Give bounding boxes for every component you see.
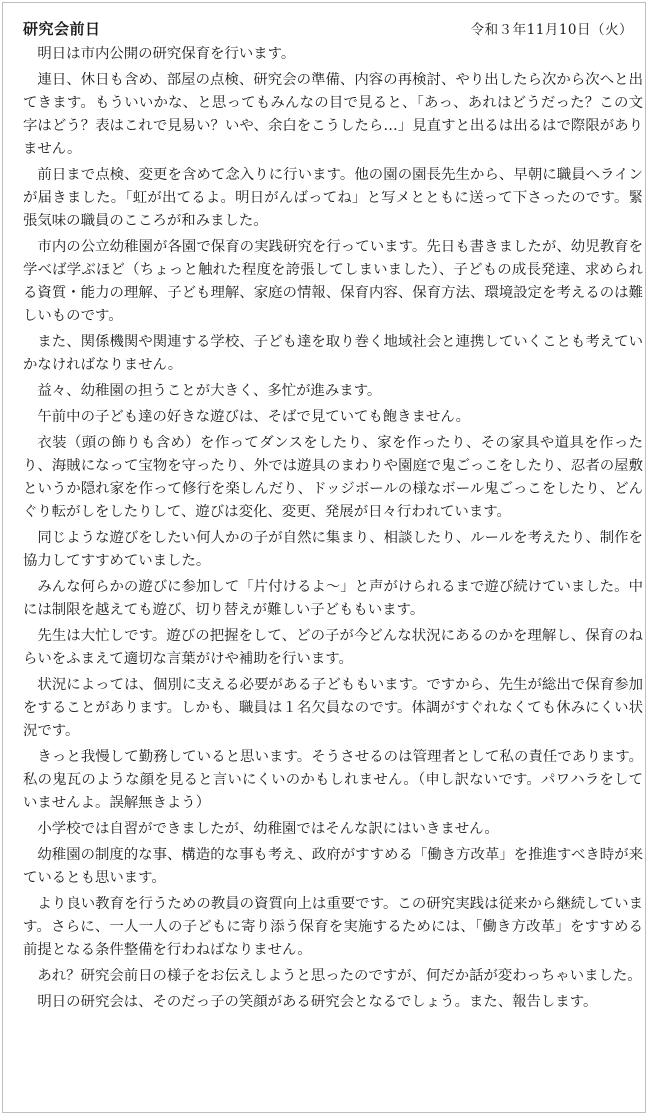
paragraph: 市内の公立幼稚園が各園で保育の実践研究を行っています。先日も書きましたが、幼児教育を学べば学ぶほど（ちょっと触れた程度を誇張してしまいました）、子どもの成長発達、求められる資質・能力の理解、子ども理解、家庭の情報、保育内容、保育方法、環境設定を考えるのは難しいものです。 [23, 239, 643, 324]
paragraph: 益々、幼稚園の担うことが大きく、多忙が進みます。 [37, 383, 382, 399]
paragraph: 幼稚園の制度的な事、構造的な事も考え、政府がすすめる「働き方改革」を推進すべき時が来ているとも思います。 [23, 847, 643, 886]
paragraph: また、関係機関や関連する学校、子ども達を取り巻く地域社会と連携していくことも考えていかなければなりません。 [23, 334, 643, 373]
paragraph: みんな何らかの遊びに参加して「片付けるよ～」と声がけられるまで遊び続けていました。中には制限を越えても遊び、切り替えが難しい子どももいます。 [23, 579, 643, 618]
document-page [2, 2, 646, 1113]
paragraph: 状況によっては、個別に支える必要がある子どももいます。ですから、先生が総出で保育参加をすることがあります。しかも、職員は１名欠員なのです。体調がすぐれなくても休みにくい状況です。 [23, 677, 643, 739]
paragraph: 小学校では自習ができましたが、幼稚園ではそんな訳にはいきません。 [37, 821, 499, 837]
paragraph: 連日、休日も含め、部屋の点検、研究会の準備、内容の再検討、やり出したら次から次へと出てきます。もういいかな、と思ってもみんなの目で見ると、「あっ、あれはどうだった？この文字はどう？表はこれで見易い？いや、余白をこうしたら…」見直すと出るは出るはで際限がありません。 [23, 72, 643, 157]
paragraph: 明日の研究会は、そのだっ子の笑顔がある研究会となるでしょう。また、報告します。 [37, 994, 598, 1010]
paragraph: あれ？研究会前日の様子をお伝えしようと思ったのですが、何だか話が変わっちゃいました。 [37, 968, 642, 984]
paragraph: きっと我慢して勤務していると思います。そうさせるのは管理者として私の責任であります。私の鬼瓦のような顔を見ると言いにくいのかもしれません。（申し訳ないです。パワハラをしていませんよ。誤解無きよう） [23, 749, 643, 811]
paragraph: 明日は市内公開の研究保育を行います。 [37, 46, 296, 62]
document-date: 令和３年11月10日（火） [470, 22, 633, 38]
paragraph: 同じような遊びをしたい何人かの子が自然に集まり、相談したり、ルールを考えたり、制作を協力してすすめていました。 [23, 530, 643, 569]
paragraph: 午前中の子ども達の好きな遊びは、そばで見ていても飽きません。 [37, 409, 470, 425]
paragraph: 前日まで点検、変更を含めて念入りに行います。他の園の園長先生から、早朝に職員へラインが届きました。「虹が出てるよ。明日がんばってね」と写メとともに送って下さったのです。緊張気味の職員のこころが和みました。 [23, 167, 643, 229]
paragraph: より良い教育を行うための教員の資質向上は重要です。この研究実践は従来から継続しています。さらに、一人一人の子どもに寄り添う保育を実施するためには、「働き方改革」をすすめる前提となる条件整備を行わねばなりません。 [23, 896, 643, 958]
document-body [23, 43, 643, 1017]
paragraph: 衣装（頭の飾りも含め）を作ってダンスをしたり、家を作ったり、その家具や道具を作ったり、海賊になって宝物を守ったり、外では遊具のまわりや園庭で鬼ごっこをしたり、忍者の屋敷というか隠れ家を作って修行を楽しんだり、ドッジボールの様なボール鬼ごっこをしたり、どんぐり転がしをしたりして、遊びは変化、変更、発展が日々行われています。 [23, 435, 643, 520]
paragraph: 先生は大忙しです。遊びの把握をして、どの子が今どんな状況にあるのかを理解し、保育のねらいをふまえて適切な言葉がけや補助を行います。 [23, 628, 643, 667]
document-title: 研究会前日 [23, 19, 101, 38]
document-header [23, 15, 633, 41]
